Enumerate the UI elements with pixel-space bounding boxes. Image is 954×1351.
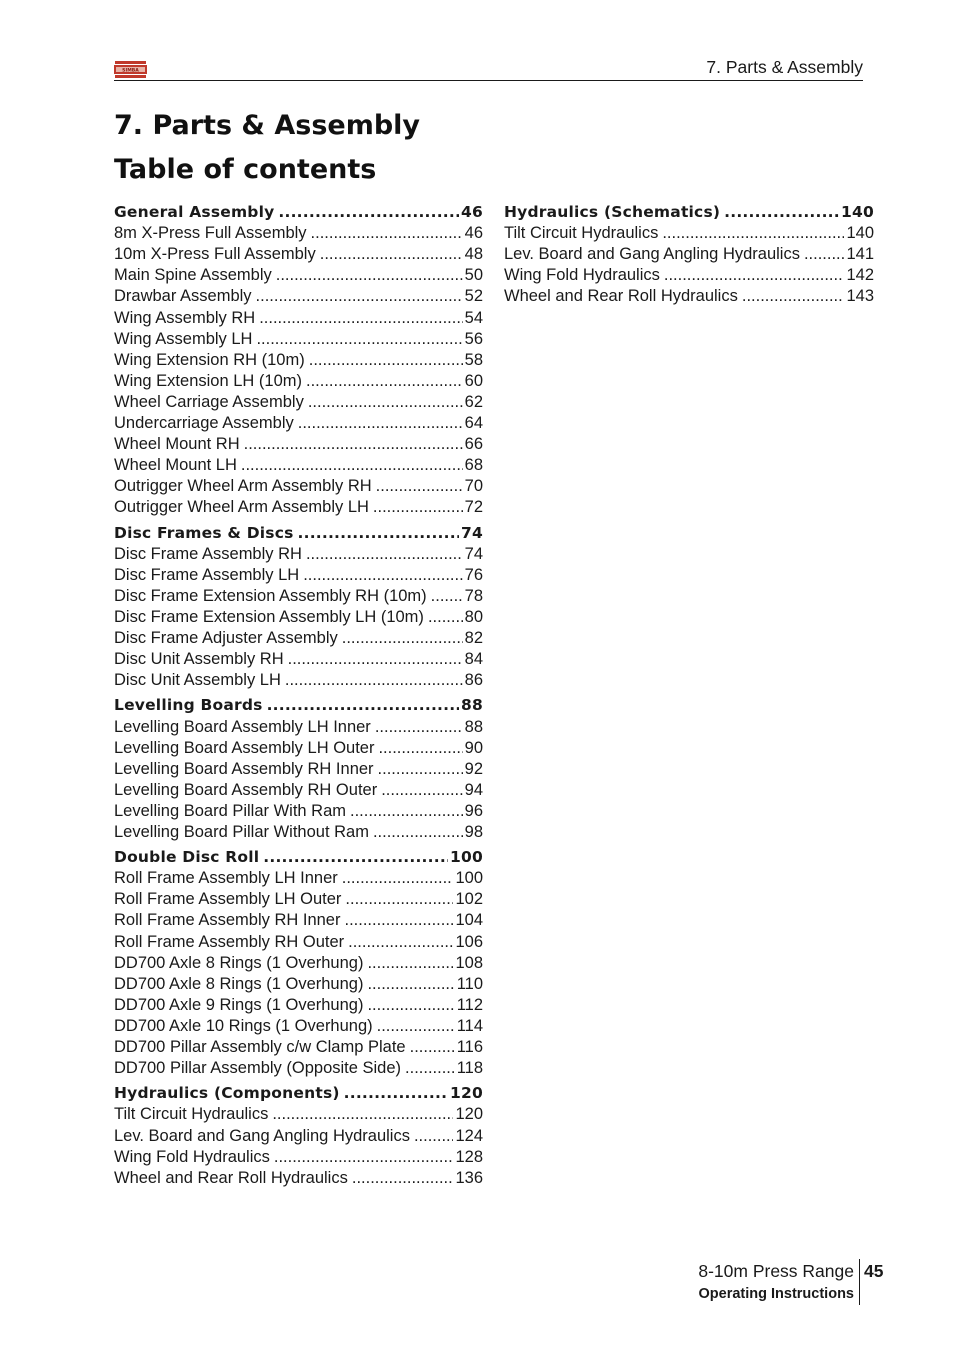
toc-entry[interactable] bbox=[114, 586, 483, 607]
entry-label: Outrigger Wheel Arm Assembly RH bbox=[114, 477, 372, 496]
toc-entry[interactable] bbox=[114, 953, 483, 974]
dot-leader bbox=[348, 932, 453, 953]
toc-entry[interactable] bbox=[114, 350, 483, 371]
section-title: Levelling Boards bbox=[114, 696, 263, 715]
entry-label: Roll Frame Assembly RH Outer bbox=[114, 932, 345, 951]
dot-leader bbox=[431, 586, 463, 607]
entry-label: DD700 Pillar Assembly c/w Clamp Plate bbox=[114, 1038, 406, 1057]
dot-leader bbox=[377, 1016, 455, 1037]
dot-leader bbox=[342, 868, 454, 889]
toc-entry[interactable] bbox=[114, 371, 483, 392]
toc-entry[interactable] bbox=[114, 308, 483, 329]
dot-leader bbox=[309, 350, 463, 371]
page-title: 7. Parts & Assembly bbox=[114, 110, 421, 141]
header-divider bbox=[114, 80, 863, 81]
entry-page-number: 116 bbox=[456, 1038, 483, 1057]
entry-label: Wheel Carriage Assembly bbox=[114, 392, 304, 411]
entry-page-number: 56 bbox=[464, 329, 483, 348]
dot-leader bbox=[344, 910, 453, 931]
dot-leader bbox=[244, 434, 463, 455]
toc-section-heading[interactable] bbox=[114, 695, 483, 716]
toc-entry[interactable] bbox=[114, 1104, 483, 1125]
dot-leader bbox=[298, 523, 460, 544]
entry-label: Levelling Board Assembly RH Outer bbox=[114, 780, 378, 799]
dot-leader bbox=[267, 695, 459, 716]
toc-entry[interactable] bbox=[114, 995, 483, 1016]
toc-entry[interactable] bbox=[114, 1016, 483, 1037]
entry-page-number: 124 bbox=[455, 1126, 483, 1145]
dot-leader bbox=[367, 995, 454, 1016]
entry-page-number: 62 bbox=[464, 392, 483, 411]
dot-leader bbox=[344, 1083, 448, 1104]
entry-label: Wheel Mount LH bbox=[114, 456, 237, 475]
entry-label: Levelling Board Assembly LH Outer bbox=[114, 738, 375, 757]
toc-entry[interactable] bbox=[114, 497, 483, 518]
entry-page-number: 136 bbox=[455, 1168, 483, 1187]
toc-entry[interactable] bbox=[114, 286, 483, 307]
toc-entry[interactable] bbox=[114, 329, 483, 350]
entry-page-number: 102 bbox=[455, 890, 483, 909]
toc-entry[interactable] bbox=[114, 434, 483, 455]
dot-leader bbox=[311, 223, 463, 244]
toc-entry[interactable] bbox=[114, 1147, 483, 1168]
entry-page-number: 140 bbox=[846, 224, 874, 243]
entry-page-number: 84 bbox=[464, 650, 483, 669]
entry-label: Outrigger Wheel Arm Assembly LH bbox=[114, 498, 369, 517]
section-page-number: 100 bbox=[450, 848, 483, 867]
entry-label: Levelling Board Assembly RH Inner bbox=[114, 759, 374, 778]
entry-page-number: 110 bbox=[456, 974, 483, 993]
dot-leader bbox=[288, 649, 463, 670]
dot-leader bbox=[345, 889, 453, 910]
entry-label: 10m X-Press Full Assembly bbox=[114, 245, 316, 264]
dot-leader bbox=[410, 1037, 455, 1058]
entry-label: Wing Assembly LH bbox=[114, 329, 253, 348]
toc-entry[interactable] bbox=[114, 910, 483, 931]
entry-label: Disc Unit Assembly RH bbox=[114, 650, 284, 669]
dot-leader bbox=[367, 953, 453, 974]
dot-leader bbox=[378, 759, 463, 780]
entry-label: Tilt Circuit Hydraulics bbox=[114, 1105, 269, 1124]
toc-entry[interactable] bbox=[114, 544, 483, 565]
entry-label: Roll Frame Assembly LH Outer bbox=[114, 890, 342, 909]
page-number: 45 bbox=[864, 1261, 884, 1281]
dot-leader bbox=[376, 476, 463, 497]
toc-entry[interactable] bbox=[114, 889, 483, 910]
dot-leader bbox=[414, 1126, 454, 1147]
entry-label: Main Spine Assembly bbox=[114, 266, 272, 285]
toc-entry[interactable] bbox=[114, 932, 483, 953]
entry-page-number: 80 bbox=[464, 607, 483, 626]
toc-entry[interactable] bbox=[114, 1037, 483, 1058]
entry-label: DD700 Axle 9 Rings (1 Overhung) bbox=[114, 995, 364, 1014]
dot-leader bbox=[373, 497, 463, 518]
toc-entry[interactable] bbox=[114, 455, 483, 476]
entry-page-number: 106 bbox=[455, 932, 483, 951]
section-page-number: 74 bbox=[461, 523, 483, 542]
dot-leader bbox=[276, 265, 463, 286]
entry-page-number: 114 bbox=[456, 1016, 483, 1035]
entry-label: Disc Frame Extension Assembly RH (10m) bbox=[114, 586, 427, 605]
toc-entry[interactable] bbox=[114, 738, 483, 759]
toc-entry[interactable] bbox=[114, 607, 483, 628]
dot-leader bbox=[378, 738, 462, 759]
toc-section-heading[interactable] bbox=[504, 202, 874, 223]
entry-page-number: 128 bbox=[455, 1147, 483, 1166]
entry-label: Disc Frame Assembly LH bbox=[114, 565, 300, 584]
entry-page-number: 54 bbox=[464, 308, 483, 327]
toc-column-right bbox=[504, 202, 874, 308]
entry-page-number: 86 bbox=[464, 671, 483, 690]
dot-leader bbox=[320, 244, 463, 265]
dot-leader bbox=[724, 202, 839, 223]
toc-section-heading[interactable] bbox=[114, 523, 483, 544]
toc-entry[interactable] bbox=[114, 868, 483, 889]
toc-section-heading[interactable] bbox=[114, 847, 483, 868]
entry-label: Disc Frame Assembly RH bbox=[114, 544, 302, 563]
dot-leader bbox=[306, 544, 463, 565]
entry-page-number: 98 bbox=[464, 823, 483, 841]
entry-page-number: 143 bbox=[846, 287, 874, 306]
entry-label: Disc Frame Adjuster Assembly bbox=[114, 629, 338, 648]
dot-leader bbox=[298, 413, 463, 434]
entry-label: Roll Frame Assembly RH Inner bbox=[114, 911, 341, 930]
dot-leader bbox=[308, 392, 463, 413]
toc-section-heading[interactable] bbox=[114, 202, 483, 223]
section-page-number: 140 bbox=[841, 203, 874, 221]
toc-entry[interactable] bbox=[114, 265, 483, 286]
entry-page-number: 66 bbox=[464, 435, 483, 454]
footer-product-range: 8-10m Press Range bbox=[698, 1261, 854, 1281]
entry-label: DD700 Axle 8 Rings (1 Overhung) bbox=[114, 953, 364, 972]
dot-leader bbox=[278, 202, 459, 223]
dot-leader bbox=[662, 223, 844, 244]
entry-label: DD700 Axle 8 Rings (1 Overhung) bbox=[114, 974, 364, 993]
toc-entry[interactable] bbox=[114, 717, 483, 738]
toc-entry[interactable] bbox=[114, 801, 483, 822]
section-title: Hydraulics (Schematics) bbox=[504, 203, 721, 221]
toc-entry[interactable] bbox=[114, 392, 483, 413]
toc-entry[interactable] bbox=[504, 286, 874, 307]
entry-page-number: 46 bbox=[464, 224, 483, 243]
entry-page-number: 60 bbox=[464, 371, 483, 390]
toc-heading: Table of contents bbox=[114, 154, 377, 185]
toc-entry[interactable] bbox=[114, 822, 483, 843]
dot-leader bbox=[306, 371, 463, 392]
entry-page-number: 88 bbox=[464, 717, 483, 736]
entry-label: Disc Frame Extension Assembly LH (10m) bbox=[114, 607, 424, 626]
entry-page-number: 64 bbox=[464, 414, 483, 433]
entry-label: Lev. Board and Gang Angling Hydraulics bbox=[114, 1126, 410, 1145]
toc-column-left bbox=[114, 202, 483, 1189]
toc-entry[interactable] bbox=[504, 265, 874, 286]
entry-page-number: 52 bbox=[464, 287, 483, 306]
toc-entry[interactable] bbox=[114, 780, 483, 801]
dot-leader bbox=[375, 717, 463, 738]
dot-leader bbox=[256, 286, 463, 307]
logo-wordmark: SIMBA bbox=[122, 68, 139, 74]
entry-label: Lev. Board and Gang Angling Hydraulics bbox=[504, 245, 800, 264]
entry-page-number: 141 bbox=[846, 245, 874, 264]
dot-leader bbox=[350, 801, 463, 822]
entry-label: Wing Fold Hydraulics bbox=[114, 1147, 270, 1166]
header-section-title: 7. Parts & Assembly bbox=[706, 57, 863, 77]
section-page-number: 88 bbox=[461, 696, 483, 715]
section-title: Double Disc Roll bbox=[114, 848, 260, 867]
entry-page-number: 112 bbox=[456, 995, 483, 1014]
entry-label: Wing Extension LH (10m) bbox=[114, 371, 302, 390]
footer-doc-subtitle: Operating Instructions bbox=[698, 1286, 854, 1302]
entry-page-number: 68 bbox=[464, 456, 483, 475]
dot-leader bbox=[367, 974, 454, 995]
entry-label: Disc Unit Assembly LH bbox=[114, 671, 281, 690]
dot-leader bbox=[259, 308, 462, 329]
entry-label: Levelling Board Pillar With Ram bbox=[114, 801, 347, 820]
entry-page-number: 94 bbox=[464, 780, 483, 799]
entry-page-number: 74 bbox=[464, 544, 483, 563]
entry-label: DD700 Pillar Assembly (Opposite Side) bbox=[114, 1059, 402, 1078]
simba-logo bbox=[114, 59, 147, 79]
dot-leader bbox=[272, 1104, 453, 1125]
dot-leader bbox=[256, 329, 462, 350]
entry-page-number: 76 bbox=[464, 565, 483, 584]
entry-page-number: 78 bbox=[464, 586, 483, 605]
dot-leader bbox=[274, 1147, 454, 1168]
entry-label: Tilt Circuit Hydraulics bbox=[504, 224, 659, 243]
entry-label: Wing Extension RH (10m) bbox=[114, 350, 305, 369]
dot-leader bbox=[342, 628, 463, 649]
toc-entry[interactable] bbox=[114, 759, 483, 780]
dot-leader bbox=[428, 607, 463, 628]
entry-page-number: 104 bbox=[455, 911, 483, 930]
entry-page-number: 72 bbox=[464, 498, 483, 517]
entry-page-number: 96 bbox=[464, 801, 483, 820]
entry-page-number: 70 bbox=[464, 477, 483, 496]
toc-entry[interactable] bbox=[114, 649, 483, 670]
entry-page-number: 142 bbox=[846, 266, 874, 285]
entry-label: DD700 Axle 10 Rings (1 Overhung) bbox=[114, 1016, 373, 1035]
toc-entry[interactable] bbox=[114, 1058, 483, 1079]
entry-label: Wheel and Rear Roll Hydraulics bbox=[504, 287, 738, 306]
toc-entry[interactable] bbox=[114, 628, 483, 649]
entry-page-number: 120 bbox=[455, 1105, 483, 1124]
toc-section-heading[interactable] bbox=[114, 1083, 483, 1104]
toc-entry[interactable] bbox=[114, 565, 483, 586]
entry-page-number: 50 bbox=[464, 266, 483, 285]
dot-leader bbox=[373, 822, 463, 843]
entry-label: Wheel Mount RH bbox=[114, 435, 240, 454]
toc-entry[interactable] bbox=[114, 476, 483, 497]
dot-leader bbox=[263, 847, 448, 868]
dot-leader bbox=[742, 286, 845, 307]
entry-label: Levelling Board Pillar Without Ram bbox=[114, 823, 369, 841]
entry-page-number: 118 bbox=[456, 1059, 483, 1078]
dot-leader bbox=[804, 244, 845, 265]
dot-leader bbox=[405, 1058, 455, 1079]
entry-page-number: 58 bbox=[464, 350, 483, 369]
section-title: Hydraulics (Components) bbox=[114, 1084, 340, 1103]
entry-page-number: 100 bbox=[455, 869, 483, 888]
dot-leader bbox=[664, 265, 845, 286]
entry-label: Drawbar Assembly bbox=[114, 287, 252, 306]
section-page-number: 120 bbox=[450, 1084, 483, 1103]
toc-entry[interactable] bbox=[114, 670, 483, 691]
footer-divider bbox=[859, 1259, 860, 1305]
dot-leader bbox=[352, 1168, 454, 1189]
entry-label: Roll Frame Assembly LH Inner bbox=[114, 869, 338, 888]
entry-label: Levelling Board Assembly LH Inner bbox=[114, 717, 371, 736]
toc-entry[interactable] bbox=[504, 223, 874, 244]
entry-label: Wing Fold Hydraulics bbox=[504, 266, 660, 285]
entry-page-number: 48 bbox=[464, 245, 483, 264]
section-title: General Assembly bbox=[114, 203, 275, 221]
toc-entry[interactable] bbox=[114, 1168, 483, 1189]
toc-entry[interactable] bbox=[504, 244, 874, 265]
entry-label: 8m X-Press Full Assembly bbox=[114, 224, 307, 243]
entry-label: Wing Assembly RH bbox=[114, 308, 256, 327]
dot-leader bbox=[241, 455, 463, 476]
dot-leader bbox=[303, 565, 462, 586]
entry-label: Wheel and Rear Roll Hydraulics bbox=[114, 1168, 348, 1187]
toc-entry[interactable] bbox=[114, 1126, 483, 1147]
entry-page-number: 82 bbox=[464, 629, 483, 648]
section-title: Disc Frames & Discs bbox=[114, 523, 294, 542]
entry-label: Undercarriage Assembly bbox=[114, 414, 294, 433]
entry-page-number: 92 bbox=[464, 759, 483, 778]
toc-entry[interactable] bbox=[114, 974, 483, 995]
section-page-number: 46 bbox=[461, 203, 483, 221]
dot-leader bbox=[285, 670, 463, 691]
entry-page-number: 90 bbox=[464, 738, 483, 757]
entry-page-number: 108 bbox=[455, 953, 483, 972]
toc-entry[interactable] bbox=[114, 223, 483, 244]
toc-entry[interactable] bbox=[114, 413, 483, 434]
toc-entry[interactable] bbox=[114, 244, 483, 265]
dot-leader bbox=[381, 780, 462, 801]
